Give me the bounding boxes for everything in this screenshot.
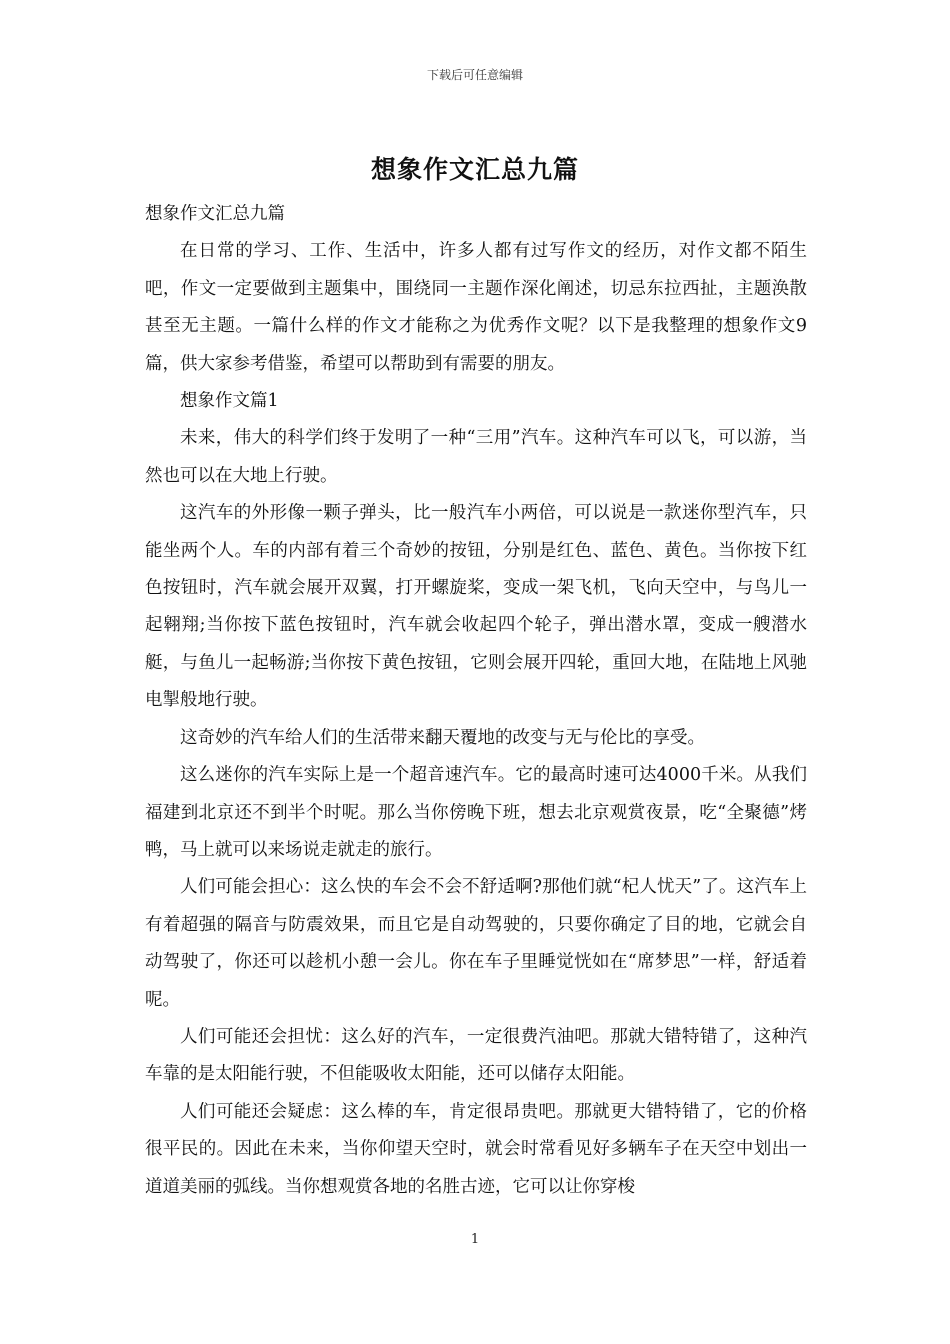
document-body bbox=[145, 196, 807, 1206]
body-paragraph: 未来，伟大的科学们终于发明了一种“三用”汽车。这种汽车可以飞，可以游，当然也可以在大地上行驶。 bbox=[145, 428, 807, 486]
section-heading-essay-1: 想象作文篇1 bbox=[180, 391, 279, 412]
body-paragraph: 这汽车的外形像一颗子弹头，比一般汽车小两倍，可以说是一款迷你型汽车，只能坐两个人。车的内部有着三个奇妙的按钮，分别是红色、蓝色、黄色。当你按下红色按钮时，汽车就会展开双翼，打开螺旋桨，变成一架飞机，飞向天空中，与鸟儿一起翱翔;当你按下蓝色按钮时，汽车就会收起四个轮子，弹出潜水罩，变成一艘潜水艇，与鱼儿一起畅游;当你按下黄色按钮，它则会展开四轮，重回大地，在陆地上风驰电掣般地行驶。 bbox=[145, 503, 807, 711]
body-paragraph: 人们可能还会疑虑：这么棒的车，肯定很昂贵吧。那就更大错特错了，它的价格很平民的。因此在未来，当你仰望天空时，就会时常看见好多辆车子在天空中划出一道道美丽的弧线。当你想观赏各地的名胜古迹，它可以让你穿梭 bbox=[145, 1101, 807, 1197]
body-paragraph: 人们可能会担心：这么快的车会不会不舒适啊?那他们就“杞人忧天”了。这汽车上有着超强的隔音与防震效果，而且它是自动驾驶的，只要你确定了目的地，它就会自动驾驶了，你还可以趁机小憩一会儿。你在车子里睡觉恍如在“席梦思”一样，舒适着呢。 bbox=[145, 877, 807, 1010]
page-number: 1 bbox=[470, 1232, 480, 1247]
body-paragraph: 人们可能还会担忧：这么好的汽车，一定很费汽油吧。那就大错特错了，这种汽车靠的是太阳能行驶，不但能吸收太阳能，还可以储存太阳能。 bbox=[145, 1026, 807, 1085]
body-paragraph-intro: 在日常的学习、工作、生活中，许多人都有过写作文的经历，对作文都不陌生吧，作文一定要做到主题集中，围绕同一主题作深化阐述，切忌东拉西扯，主题涣散甚至无主题。一篇什么样的作文才能称之为优秀作文呢？以下是我整理的想象作文9篇，供大家参考借鉴，希望可以帮助到有需要的朋友。 bbox=[145, 241, 807, 374]
page-header-note: 下载后可任意编辑 bbox=[426, 68, 523, 82]
body-paragraph-subtitle: 想象作文汇总九篇 bbox=[145, 204, 285, 224]
body-paragraph: 这奇妙的汽车给人们的生活带来翻天覆地的改变与无与伦比的享受。 bbox=[180, 727, 705, 748]
body-paragraph: 这么迷你的汽车实际上是一个超音速汽车。它的最高时速可达4000千米。从我们福建到北京还不到半个时呢。那么当你傍晚下班，想去北京观赏夜景，吃“全聚德”烤鸭，马上就可以来场说走就走的旅行。 bbox=[145, 765, 807, 860]
document-title: 想象作文汇总九篇 bbox=[370, 155, 579, 184]
